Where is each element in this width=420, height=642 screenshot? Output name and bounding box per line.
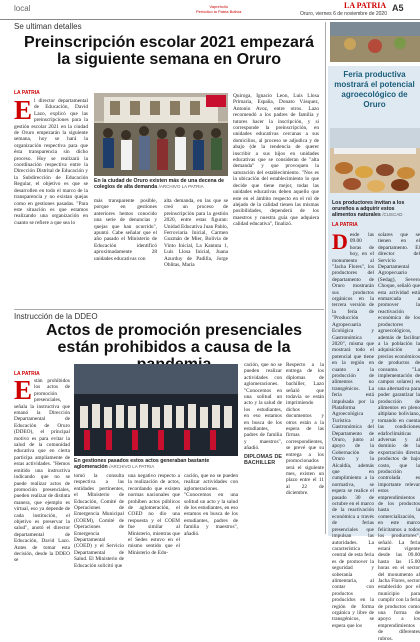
article1-headline: Preinscripción escolar 2021 empezará la siguiente semana en Oruro [24, 34, 314, 68]
article2-column-6: Respecto a la entrega de los diplomas de bachiller, Lazo señaló que todavía se están imprimiendo dichos documentos y otros están a la espera de las firmas correspondientes, se prevé que su entrega a los promocionados será el siguiente mes, existen un plazo entre el 11 al 22 de diciembre. [286, 362, 324, 497]
article2-column-4: cación, que no se pueden realizar actividades con aglomeraciones. "Conocemos en una solitud un acto y la salud de los estudiantes, en eso estamos en busca de los estudiantes, padres de familia y maestros", añadió. [184, 473, 238, 537]
masthead-line1: Vaprehclio [209, 4, 228, 9]
article2-column-2: tomó la consulta respectiva a las entidades pertinentes, el Ministerio de Educación, Comité de Operaciones de Emergencia Municipal (COEM), Comité de Operaciones de Emergencia Departamental (COED) y el Servicio Departamental de Salud. El Ministerio de Educación solicitó que [74, 473, 124, 569]
article1-photo-caption [94, 178, 228, 190]
article2-photo [74, 364, 238, 456]
page-number: A5 [392, 3, 404, 13]
article1-column-2: más transparente posible, porque en gestiones anteriores hemos conocido una serie de denuncias y quejas que han ocurrido", apuntó. Cabe señalar que el año pasado el Ministerio de Educación identificó aproximadamente 28 unidades educativas con [94, 198, 157, 262]
masthead-center [196, 4, 241, 14]
section-label: local [14, 4, 31, 13]
sidebar-column-2: solares que se tienen en el departamento. El director del Servicio Departamental Agropecuario (Sedag), Severo Choque, señaló que esta actividad está enmarcada a promover la reactivación económica de los productores agroecológicos, además de facilitar a la población la adquisición a precios económicos de productos de consumo. "La implementación de campos solares) es una alternativa para poder garantizar la producción de alimentos en pleno altiplano boliviano, tomando en cuenta las condiciones edafoclimáticas adversas y al dominio de la exportación directa productos de bajo costo, que la producción controlada es importante relevar estos emprendimientos de los productos hasta la comercialización, en este marco felicitamos a todos los productores", señaló. La feria estará vigente desde las 09.00 hasta las 15.00 horas en el sector del monumento al Jacha Flores, sector establecido por el municipio para cumplir con la feria de productos como una forma de apoyo a los emprendimientos de diferentes rubros. [378, 232, 420, 642]
section-divider [14, 309, 324, 310]
article1-kicker: Se ultiman detalles [14, 22, 82, 31]
article2-kicker: Instrucción de la DDEO [14, 312, 98, 321]
masthead-line2: Periódico la Patria Bolivia [196, 9, 242, 14]
sidebar-headline: Feria productiva mostrará el potencial agroecológico de Oruro [334, 70, 415, 109]
article2-source: LA PATRIA [14, 371, 40, 377]
article2-dropcap: E [14, 375, 33, 405]
article2-column-5 [244, 362, 282, 534]
sidebar-col1-text: esde las 09.00 horas de hoy, en el monumento al "Jacha Flores", los productores del departamento de Oruro mostrarán sus productos orgánicos en la tercera versión de la feria de "Producción Agropecuaria Ecológica y Gastronómica 2020", misma que mostrará todo el potencial que tiene en la región en cuanto a la producción de alimentos no transgénicos. La feria está impulsada por la Plataforma Agroecológica Turística y Gastronómica del Departamento de Oruro, junto al apoyo de la Gobernación de Oruro y la Alcaldía, además que en cumplimiento a la normativa, se espera se realice el pasado 30 de octubre en el marco de la reactivación económica a través de ferias presenciales que impulsan las autoridades. La característica central de esta feria es de promover la seguridad y soberanía alimentaria, al contar con productos producidos en la región de forma orgánica y libre de transgénicos, se espera que los [332, 232, 374, 629]
sidebar-photo [330, 22, 420, 62]
article1-dropcap: E [14, 95, 33, 125]
sidebar-photo-caption [332, 200, 418, 218]
article2-subhead: DIPLOMAS DE BACHILLER [244, 453, 282, 467]
issue-date: Oruro, viernes 6 de noviembre de 2020 [300, 11, 387, 17]
article1-col1-text: l director departamental de Educación, David Lazo, explicó que las preinscripciones para la gestión escolar 2021 en la ciudad de Oruro empezarán la siguiente semana, hoy se hará la organización respectiva para que ésta transparencia sin dicho proceso. Hoy se realizará la coordinación respectiva entre la Dirección Distrital de Educación y la Subdirección de Educación Regular, el objetivo es que se desarrollen en todo el marco de la transparencia y no existan quejas como en gestiones pasadas. "Para este situación es que estamos realizando una organización en cuanto se refiere a que sea lo [14, 98, 88, 226]
article1-source: LA PATRIA [14, 90, 40, 96]
article2-caption-text: En gestiones pasados estos actos generaban bastante aglomeración [74, 458, 210, 470]
article2-column-3: una negativo respecto a la realización de actos, recordando que existen normas nacionales que prohíben actos públicos de aglomeración, el COED no dio una respuesta y el COEM fue similar al Ministerio, mientras que el Sedes estuvo en el mismo sentido que el Ministerio de Edu- [128, 473, 180, 556]
brand-logo: LA PATRIA [344, 1, 387, 10]
article2-photo-credit: /ARCHIVO LA PATRIA [109, 464, 155, 469]
article2-headline: Actos de promoción presenciales están prohibidos a causa de la [45, 322, 303, 356]
article1-column-3: alta demanda, en las que se creó un proceso de preinscripción para la gestión 2020, entre estas figuran: Unidad Educativa Juan Pablo, Ferroviaria Inicial, Carmen Guzmán de Mier, Bolivia de Vinto Inicial, La Kantuta 1, Luis Llosa Inicial, Juana Azurduy de Padilla, Jorge Oblitas, María [164, 198, 228, 269]
sidebar-source: LA PATRIA [332, 222, 358, 228]
article1-photo-credit: /ARCHIVO LA PATRIA [158, 184, 204, 189]
column-divider [325, 22, 326, 534]
article2-col4-continued: cación, que no se pueden realizar actividades con aglomeraciones. "Conocemos en una solitud un acto y la salud de los estudiantes, en eso estamos en busca de los estudiantes, padres de familia y maestros", añadió. [244, 362, 282, 452]
article1-column-1 [14, 95, 88, 306]
sidebar-photo-credit: /CUSCAD [382, 212, 403, 217]
page-header [0, 0, 420, 20]
sidebar-caption-text: Los productores invitan a los orureños a adquirir estos alimentos naturales [332, 200, 405, 218]
sidebar-photo-main [330, 128, 420, 193]
article1-caption-text: En la ciudad de Oruro existen más de una decena de colegios de alta demanda [94, 178, 225, 190]
article2-column-1 [14, 375, 70, 564]
article1-photo [94, 93, 228, 176]
sidebar-dropcap: D [332, 229, 348, 254]
article1-column-4: Quiroga, Ignacio Leon, Luis Llosa Primaria, España, Donato Vásquez, Antonio Avoz, entre otros. Lazo recomendó a los padres de familia y tutores hacer la inscripción, y si corresponde la preinscripción, en unidades educativas cercanas a sus domicilios, al proceso se adjudica y de abajo (de la tendencia de querer inscribir a sus hijos en unidades educativas que se consideran de "alta demanda" y que provoquen la saturación del establecimiento. "Nos es la ubicación del establecimiento lo que decide que tiene mejor, todas las unidades educativas deben aquello que este en el ámbito respecto en el rol de alejado de la calidad tienen las mismas posibilidades, dependerá de los maestros y nuestra guía que adquiera calidad educativa", finalizó. [233, 93, 319, 228]
article2-col1-text: stán prohibidos los actos de promoción presenciales, señala la instructiva que emanó la Dirección Departamental de Educación de Oruro (DDEO), el principal motivo es para evitar la salud de la comunidad educativa que en cierta participa ampliamente de estas actividades. "Hemos emitido una instructiva indicando que no se puede realizar actos de promoción presenciales, pueden realizar de distinta manera, que ejemplo es virtual, eso ya depende de cada institución, el objetivo es preservar la salud", anotó el director departamental de Educación, David Lazo. Antes de tomar esta decisión, desde la DDEO se [14, 378, 70, 564]
article2-photo-caption [74, 458, 238, 470]
sidebar-column-1 [332, 229, 374, 629]
